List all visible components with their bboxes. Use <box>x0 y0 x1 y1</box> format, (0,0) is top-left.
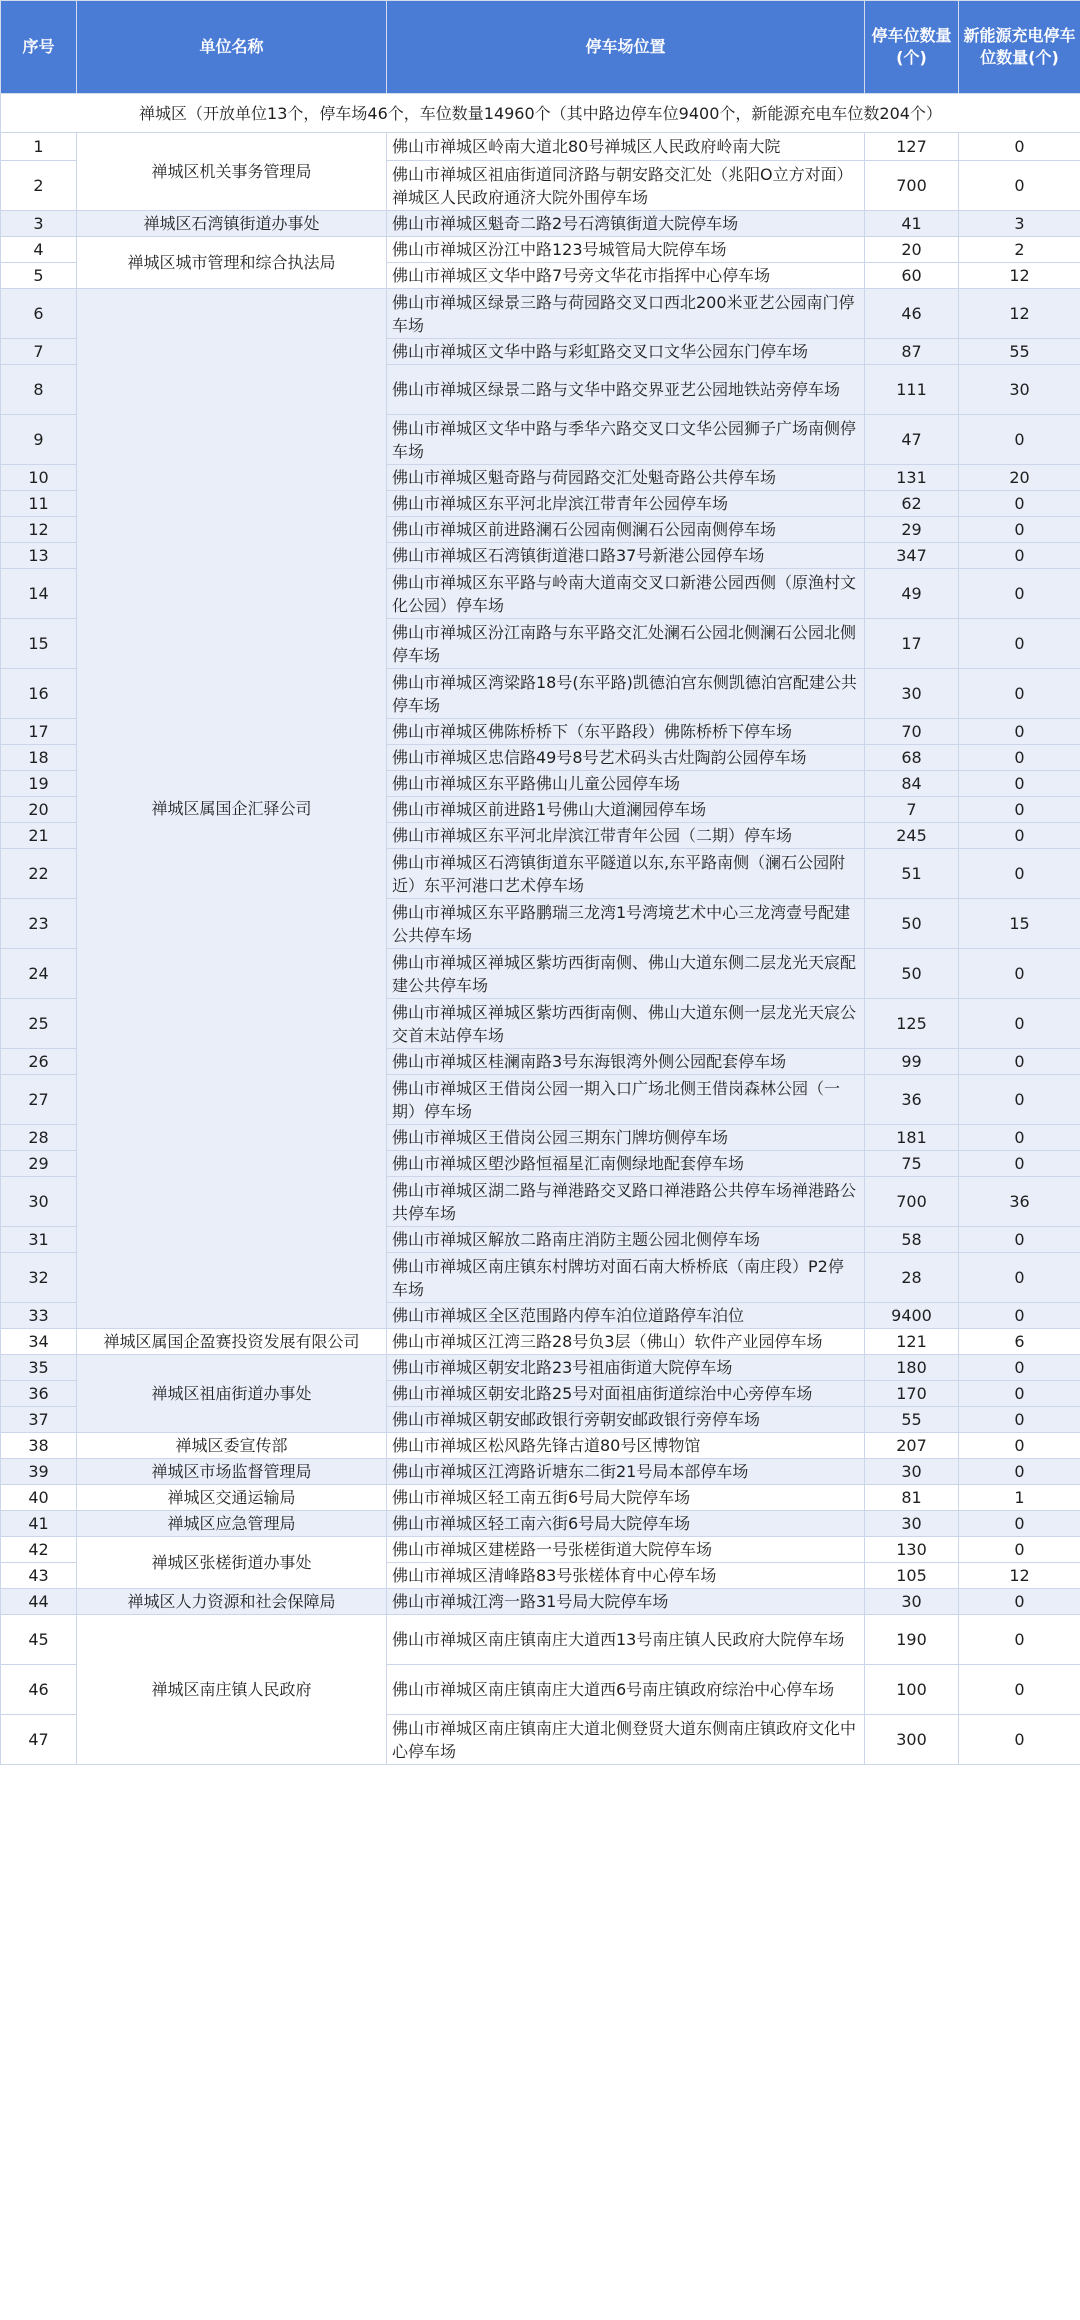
parking-location: 佛山市禅城区前进路1号佛山大道澜园停车场 <box>387 797 865 823</box>
ev-space-count: 0 <box>959 1125 1080 1151</box>
parking-location: 佛山市禅城区绿景二路与文华中路交界亚艺公园地铁站旁停车场 <box>387 365 865 415</box>
table-row <box>1 1459 1080 1485</box>
space-count: 245 <box>865 823 959 849</box>
header-location: 停车场位置 <box>387 1 865 94</box>
ev-space-count: 0 <box>959 823 1080 849</box>
ev-space-count: 30 <box>959 365 1080 415</box>
unit-name: 禅城区属国企盈赛投资发展有限公司 <box>77 1329 387 1355</box>
header-spaces: 停车位数量(个) <box>865 1 959 94</box>
parking-location: 佛山市禅城区朝安邮政银行旁朝安邮政银行旁停车场 <box>387 1407 865 1433</box>
row-number: 44 <box>1 1589 77 1615</box>
row-number: 34 <box>1 1329 77 1355</box>
ev-space-count: 0 <box>959 569 1080 619</box>
row-number: 29 <box>1 1151 77 1177</box>
row-number: 25 <box>1 999 77 1049</box>
table-row <box>1 1433 1080 1459</box>
ev-space-count: 0 <box>959 491 1080 517</box>
row-number: 27 <box>1 1075 77 1125</box>
parking-location: 佛山市禅城区轻工南六街6号局大院停车场 <box>387 1511 865 1537</box>
table-body <box>1 94 1080 1765</box>
ev-space-count: 0 <box>959 1253 1080 1303</box>
space-count: 68 <box>865 745 959 771</box>
table-row <box>1 1589 1080 1615</box>
ev-space-count: 12 <box>959 263 1080 289</box>
unit-name: 禅城区交通运输局 <box>77 1485 387 1511</box>
row-number: 8 <box>1 365 77 415</box>
parking-location: 佛山市禅城区文华中路与季华六路交叉口文华公园狮子广场南侧停车场 <box>387 415 865 465</box>
parking-location: 佛山市禅城区文华中路与彩虹路交叉口文华公园东门停车场 <box>387 339 865 365</box>
parking-location: 佛山市禅城区湖二路与禅港路交叉路口禅港路公共停车场禅港路公共停车场 <box>387 1177 865 1227</box>
space-count: 300 <box>865 1715 959 1765</box>
space-count: 125 <box>865 999 959 1049</box>
ev-space-count: 0 <box>959 415 1080 465</box>
space-count: 121 <box>865 1329 959 1355</box>
parking-location: 佛山市禅城区桂澜南路3号东海银湾外侧公园配套停车场 <box>387 1049 865 1075</box>
unit-name: 禅城区南庄镇人民政府 <box>77 1615 387 1765</box>
row-number: 19 <box>1 771 77 797</box>
ev-space-count: 0 <box>959 1665 1080 1715</box>
space-count: 51 <box>865 849 959 899</box>
space-count: 700 <box>865 161 959 211</box>
table-row <box>1 289 1080 339</box>
space-count: 207 <box>865 1433 959 1459</box>
parking-location: 佛山市禅城区汾江南路与东平路交汇处澜石公园北侧澜石公园北侧停车场 <box>387 619 865 669</box>
parking-location: 佛山市禅城区朝安北路23号祖庙街道大院停车场 <box>387 1355 865 1381</box>
space-count: 75 <box>865 1151 959 1177</box>
parking-location: 佛山市禅城区朝安北路25号对面祖庙街道综治中心旁停车场 <box>387 1381 865 1407</box>
parking-location: 佛山市禅城区魁奇二路2号石湾镇街道大院停车场 <box>387 211 865 237</box>
row-number: 5 <box>1 263 77 289</box>
space-count: 46 <box>865 289 959 339</box>
parking-location: 佛山市禅城区轻工南五街6号局大院停车场 <box>387 1485 865 1511</box>
parking-location: 佛山市禅城区江湾三路28号负3层（佛山）软件产业园停车场 <box>387 1329 865 1355</box>
parking-location: 佛山市禅城区东平路鹏瑞三龙湾1号湾境艺术中心三龙湾壹号配建公共停车场 <box>387 899 865 949</box>
unit-name: 禅城区石湾镇街道办事处 <box>77 211 387 237</box>
parking-location: 佛山市禅城区王借岗公园一期入口广场北侧王借岗森林公园（一期）停车场 <box>387 1075 865 1125</box>
parking-location: 佛山市禅城区南庄镇南庄大道西13号南庄镇人民政府大院停车场 <box>387 1615 865 1665</box>
parking-location: 佛山市禅城区塱沙路恒福星汇南侧绿地配套停车场 <box>387 1151 865 1177</box>
parking-location: 佛山市禅城区文华中路7号旁文华花市指挥中心停车场 <box>387 263 865 289</box>
row-number: 30 <box>1 1177 77 1227</box>
space-count: 180 <box>865 1355 959 1381</box>
row-number: 9 <box>1 415 77 465</box>
parking-location: 佛山市禅城区石湾镇街道港口路37号新港公园停车场 <box>387 543 865 569</box>
row-number: 31 <box>1 1227 77 1253</box>
ev-space-count: 0 <box>959 1075 1080 1125</box>
space-count: 50 <box>865 899 959 949</box>
ev-space-count: 0 <box>959 1615 1080 1665</box>
space-count: 9400 <box>865 1303 959 1329</box>
row-number: 45 <box>1 1615 77 1665</box>
parking-location: 佛山市禅城区南庄镇东村牌坊对面石南大桥桥底（南庄段）P2停车场 <box>387 1253 865 1303</box>
ev-space-count: 0 <box>959 745 1080 771</box>
row-number: 21 <box>1 823 77 849</box>
ev-space-count: 0 <box>959 543 1080 569</box>
parking-location: 佛山市禅城区禅城区紫坊西街南侧、佛山大道东侧二层龙光天宸配建公共停车场 <box>387 949 865 999</box>
space-count: 30 <box>865 1511 959 1537</box>
unit-name: 禅城区机关事务管理局 <box>77 133 387 211</box>
space-count: 87 <box>865 339 959 365</box>
space-count: 49 <box>865 569 959 619</box>
space-count: 700 <box>865 1177 959 1227</box>
unit-name: 禅城区人力资源和社会保障局 <box>77 1589 387 1615</box>
row-number: 12 <box>1 517 77 543</box>
space-count: 30 <box>865 1459 959 1485</box>
ev-space-count: 0 <box>959 1433 1080 1459</box>
ev-space-count: 0 <box>959 1355 1080 1381</box>
table-row <box>1 1329 1080 1355</box>
space-count: 62 <box>865 491 959 517</box>
parking-location: 佛山市禅城区湾梁路18号(东平路)凯德泊宫东侧凯德泊宫配建公共停车场 <box>387 669 865 719</box>
ev-space-count: 12 <box>959 289 1080 339</box>
ev-space-count: 0 <box>959 1049 1080 1075</box>
row-number: 17 <box>1 719 77 745</box>
ev-space-count: 0 <box>959 1303 1080 1329</box>
row-number: 4 <box>1 237 77 263</box>
row-number: 6 <box>1 289 77 339</box>
space-count: 170 <box>865 1381 959 1407</box>
parking-location: 佛山市禅城区解放二路南庄消防主题公园北侧停车场 <box>387 1227 865 1253</box>
space-count: 30 <box>865 1589 959 1615</box>
header-ev-spaces: 新能源充电停车位数量(个) <box>959 1 1080 94</box>
row-number: 39 <box>1 1459 77 1485</box>
space-count: 60 <box>865 263 959 289</box>
unit-name: 禅城区属国企汇驿公司 <box>77 289 387 1329</box>
row-number: 11 <box>1 491 77 517</box>
row-number: 41 <box>1 1511 77 1537</box>
parking-location: 佛山市禅城区石湾镇街道东平隧道以东,东平路南侧（澜石公园附近）东平河港口艺术停车场 <box>387 849 865 899</box>
ev-space-count: 0 <box>959 133 1080 161</box>
space-count: 190 <box>865 1615 959 1665</box>
parking-location: 佛山市禅城区忠信路49号8号艺术码头古灶陶韵公园停车场 <box>387 745 865 771</box>
ev-space-count: 0 <box>959 719 1080 745</box>
table-row <box>1 211 1080 237</box>
table-row <box>1 237 1080 263</box>
row-number: 7 <box>1 339 77 365</box>
parking-location: 佛山市禅城区祖庙街道同济路与朝安路交汇处（兆阳O立方对面）禅城区人民政府通济大院外围停车场 <box>387 161 865 211</box>
ev-space-count: 0 <box>959 999 1080 1049</box>
ev-space-count: 0 <box>959 1511 1080 1537</box>
space-count: 20 <box>865 237 959 263</box>
ev-space-count: 15 <box>959 899 1080 949</box>
parking-location: 佛山市禅城区江湾路䜣塘东二街21号局本部停车场 <box>387 1459 865 1485</box>
unit-name: 禅城区委宣传部 <box>77 1433 387 1459</box>
parking-location: 佛山市禅城区绿景三路与荷园路交叉口西北200米亚艺公园南门停车场 <box>387 289 865 339</box>
ev-space-count: 6 <box>959 1329 1080 1355</box>
space-count: 29 <box>865 517 959 543</box>
unit-name: 禅城区祖庙街道办事处 <box>77 1355 387 1433</box>
space-count: 127 <box>865 133 959 161</box>
parking-location: 佛山市禅城区建槎路一号张槎街道大院停车场 <box>387 1537 865 1563</box>
ev-space-count: 0 <box>959 1715 1080 1765</box>
parking-location: 佛山市禅城区清峰路83号张槎体育中心停车场 <box>387 1563 865 1589</box>
space-count: 347 <box>865 543 959 569</box>
space-count: 41 <box>865 211 959 237</box>
table-row <box>1 1485 1080 1511</box>
space-count: 58 <box>865 1227 959 1253</box>
row-number: 40 <box>1 1485 77 1511</box>
row-number: 33 <box>1 1303 77 1329</box>
space-count: 70 <box>865 719 959 745</box>
space-count: 181 <box>865 1125 959 1151</box>
district-summary: 禅城区（开放单位13个，停车场46个，车位数量14960个（其中路边停车位9400个，新能源充电车位数204个） <box>1 94 1080 133</box>
row-number: 46 <box>1 1665 77 1715</box>
row-number: 38 <box>1 1433 77 1459</box>
space-count: 30 <box>865 669 959 719</box>
parking-location: 佛山市禅城区禅城区紫坊西街南侧、佛山大道东侧一层龙光天宸公交首末站停车场 <box>387 999 865 1049</box>
ev-space-count: 0 <box>959 161 1080 211</box>
ev-space-count: 0 <box>959 1589 1080 1615</box>
row-number: 36 <box>1 1381 77 1407</box>
ev-space-count: 1 <box>959 1485 1080 1511</box>
ev-space-count: 36 <box>959 1177 1080 1227</box>
parking-location: 佛山市禅城区东平河北岸滨江带青年公园（二期）停车场 <box>387 823 865 849</box>
header-unit: 单位名称 <box>77 1 387 94</box>
row-number: 22 <box>1 849 77 899</box>
ev-space-count: 0 <box>959 1381 1080 1407</box>
table-row <box>1 133 1080 161</box>
parking-location: 佛山市禅城区南庄镇南庄大道北侧登贤大道东侧南庄镇政府文化中心停车场 <box>387 1715 865 1765</box>
ev-space-count: 0 <box>959 619 1080 669</box>
parking-location: 佛山市禅城区魁奇路与荷园路交汇处魁奇路公共停车场 <box>387 465 865 491</box>
ev-space-count: 0 <box>959 1227 1080 1253</box>
header-no: 序号 <box>1 1 77 94</box>
header-row <box>1 1 1080 94</box>
parking-location: 佛山市禅城区松风路先锋古道80号区博物馆 <box>387 1433 865 1459</box>
space-count: 111 <box>865 365 959 415</box>
ev-space-count: 3 <box>959 211 1080 237</box>
space-count: 84 <box>865 771 959 797</box>
ev-space-count: 0 <box>959 849 1080 899</box>
space-count: 28 <box>865 1253 959 1303</box>
ev-space-count: 0 <box>959 517 1080 543</box>
row-number: 35 <box>1 1355 77 1381</box>
table-row <box>1 1511 1080 1537</box>
parking-location: 佛山市禅城区王借岗公园三期东门牌坊侧停车场 <box>387 1125 865 1151</box>
row-number: 2 <box>1 161 77 211</box>
row-number: 10 <box>1 465 77 491</box>
row-number: 14 <box>1 569 77 619</box>
row-number: 15 <box>1 619 77 669</box>
parking-location: 佛山市禅城江湾一路31号局大院停车场 <box>387 1589 865 1615</box>
ev-space-count: 0 <box>959 669 1080 719</box>
parking-location: 佛山市禅城区东平路与岭南大道南交叉口新港公园西侧（原渔村文化公园）停车场 <box>387 569 865 619</box>
row-number: 24 <box>1 949 77 999</box>
ev-space-count: 0 <box>959 797 1080 823</box>
row-number: 28 <box>1 1125 77 1151</box>
ev-space-count: 0 <box>959 771 1080 797</box>
row-number: 16 <box>1 669 77 719</box>
space-count: 50 <box>865 949 959 999</box>
parking-location: 佛山市禅城区全区范围路内停车泊位道路停车泊位 <box>387 1303 865 1329</box>
space-count: 7 <box>865 797 959 823</box>
parking-location: 佛山市禅城区岭南大道北80号禅城区人民政府岭南大院 <box>387 133 865 161</box>
ev-space-count: 0 <box>959 1151 1080 1177</box>
row-number: 3 <box>1 211 77 237</box>
ev-space-count: 0 <box>959 1537 1080 1563</box>
parking-location: 佛山市禅城区前进路澜石公园南侧澜石公园南侧停车场 <box>387 517 865 543</box>
space-count: 81 <box>865 1485 959 1511</box>
space-count: 130 <box>865 1537 959 1563</box>
row-number: 43 <box>1 1563 77 1589</box>
unit-name: 禅城区市场监督管理局 <box>77 1459 387 1485</box>
parking-location: 佛山市禅城区汾江中路123号城管局大院停车场 <box>387 237 865 263</box>
space-count: 99 <box>865 1049 959 1075</box>
ev-space-count: 0 <box>959 949 1080 999</box>
row-number: 37 <box>1 1407 77 1433</box>
unit-name: 禅城区应急管理局 <box>77 1511 387 1537</box>
row-number: 23 <box>1 899 77 949</box>
row-number: 18 <box>1 745 77 771</box>
space-count: 131 <box>865 465 959 491</box>
unit-name: 禅城区张槎街道办事处 <box>77 1537 387 1589</box>
table-row <box>1 1537 1080 1563</box>
ev-space-count: 0 <box>959 1459 1080 1485</box>
space-count: 17 <box>865 619 959 669</box>
ev-space-count: 0 <box>959 1407 1080 1433</box>
row-number: 13 <box>1 543 77 569</box>
parking-location: 佛山市禅城区佛陈桥桥下（东平路段）佛陈桥桥下停车场 <box>387 719 865 745</box>
row-number: 1 <box>1 133 77 161</box>
ev-space-count: 12 <box>959 1563 1080 1589</box>
space-count: 100 <box>865 1665 959 1715</box>
parking-location: 佛山市禅城区东平河北岸滨江带青年公园停车场 <box>387 491 865 517</box>
parking-location: 佛山市禅城区东平路佛山儿童公园停车场 <box>387 771 865 797</box>
parking-location: 佛山市禅城区南庄镇南庄大道西6号南庄镇政府综治中心停车场 <box>387 1665 865 1715</box>
space-count: 36 <box>865 1075 959 1125</box>
row-number: 42 <box>1 1537 77 1563</box>
table-row <box>1 1615 1080 1665</box>
space-count: 55 <box>865 1407 959 1433</box>
row-number: 26 <box>1 1049 77 1075</box>
row-number: 47 <box>1 1715 77 1765</box>
row-number: 20 <box>1 797 77 823</box>
ev-space-count: 55 <box>959 339 1080 365</box>
row-number: 32 <box>1 1253 77 1303</box>
ev-space-count: 2 <box>959 237 1080 263</box>
unit-name: 禅城区城市管理和综合执法局 <box>77 237 387 289</box>
district-summary-row <box>1 94 1080 133</box>
ev-space-count: 20 <box>959 465 1080 491</box>
space-count: 47 <box>865 415 959 465</box>
table-row <box>1 1355 1080 1381</box>
space-count: 105 <box>865 1563 959 1589</box>
